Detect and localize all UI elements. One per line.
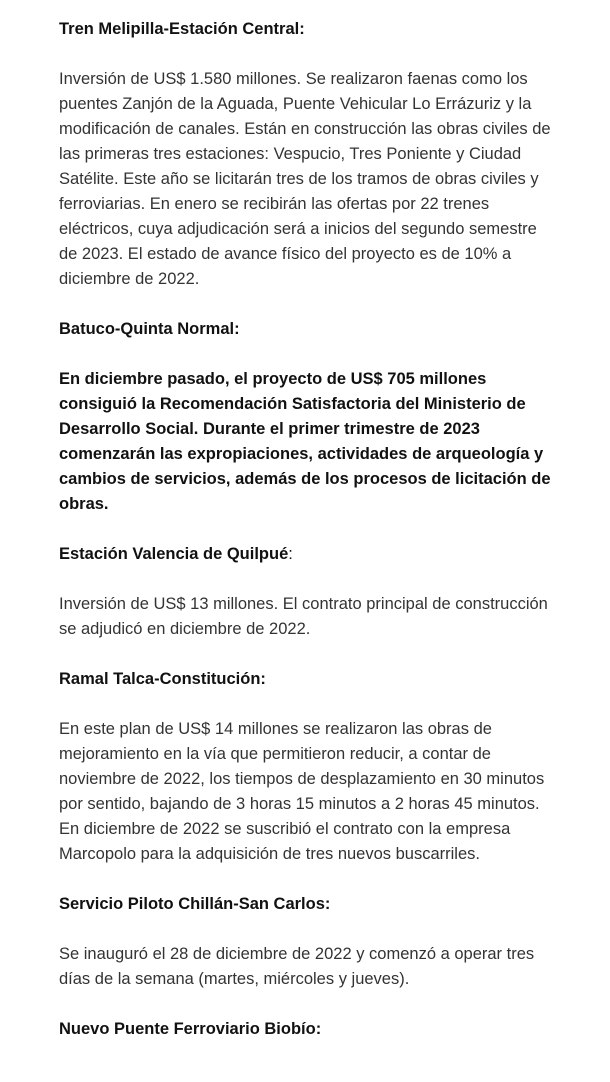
section-heading-valencia-colon: : [288, 545, 293, 563]
section-heading-valencia [59, 542, 554, 567]
section-heading-valencia-label: Estación Valencia de Quilpué [59, 545, 289, 563]
section-heading-chillan: Servicio Piloto Chillán-San Carlos: [59, 895, 331, 913]
article-body [59, 17, 554, 1067]
section-heading-melipilla: Tren Melipilla-Estación Central: [59, 20, 305, 38]
section-text-melipilla: Inversión de US$ 1.580 millones. Se realizaron faenas como los puentes Zanjón de la Aguada, Puente Vehicular Lo Errázuriz y la modificación de canales. Están en construcción las obras civiles de las primeras tres estaciones: Vespucio, Tres Poniente y Ciudad Satélite. Este año se licitarán tres de los tramos de obras civiles y ferroviarias. En enero se recibirán las ofertas por 22 trenes eléctricos, cuya adjudicación será a inicios del segundo semestre de 2023. El estado de avance físico del proyecto es de 10% a diciembre de 2022. [59, 70, 551, 288]
section-text-batuco: En diciembre pasado, el proyecto de US$ 705 millones consiguió la Recomendación Satisfactoria del Ministerio de Desarrollo Social. Durante el primer trimestre de 2023 comenzarán las expropiaciones, actividades de arqueología y cambios de servicios, además de los procesos de licitación de obras. [59, 370, 551, 513]
section-text-valencia: Inversión de US$ 13 millones. El contrato principal de construcción se adjudicó en diciembre de 2022. [59, 595, 548, 638]
section-text-talca: En este plan de US$ 14 millones se realizaron las obras de mejoramiento en la vía que permitieron reducir, a contar de noviembre de 2022, los tiempos de desplazamiento en 30 minutos por sentido, bajando de 3 horas 15 minutos a 2 horas 45 minutos. En diciembre de 2022 se suscribió el contrato con la empresa Marcopolo para la adquisición de tres nuevos buscarriles. [59, 720, 545, 863]
section-text-chillan: Se inauguró el 28 de diciembre de 2022 y comenzó a operar tres días de la semana (martes, miércoles y jueves). [59, 945, 535, 988]
section-heading-talca: Ramal Talca-Constitución: [59, 670, 266, 688]
section-heading-biobio: Nuevo Puente Ferroviario Biobío: [59, 1020, 322, 1038]
section-heading-batuco: Batuco-Quinta Normal: [59, 320, 240, 338]
